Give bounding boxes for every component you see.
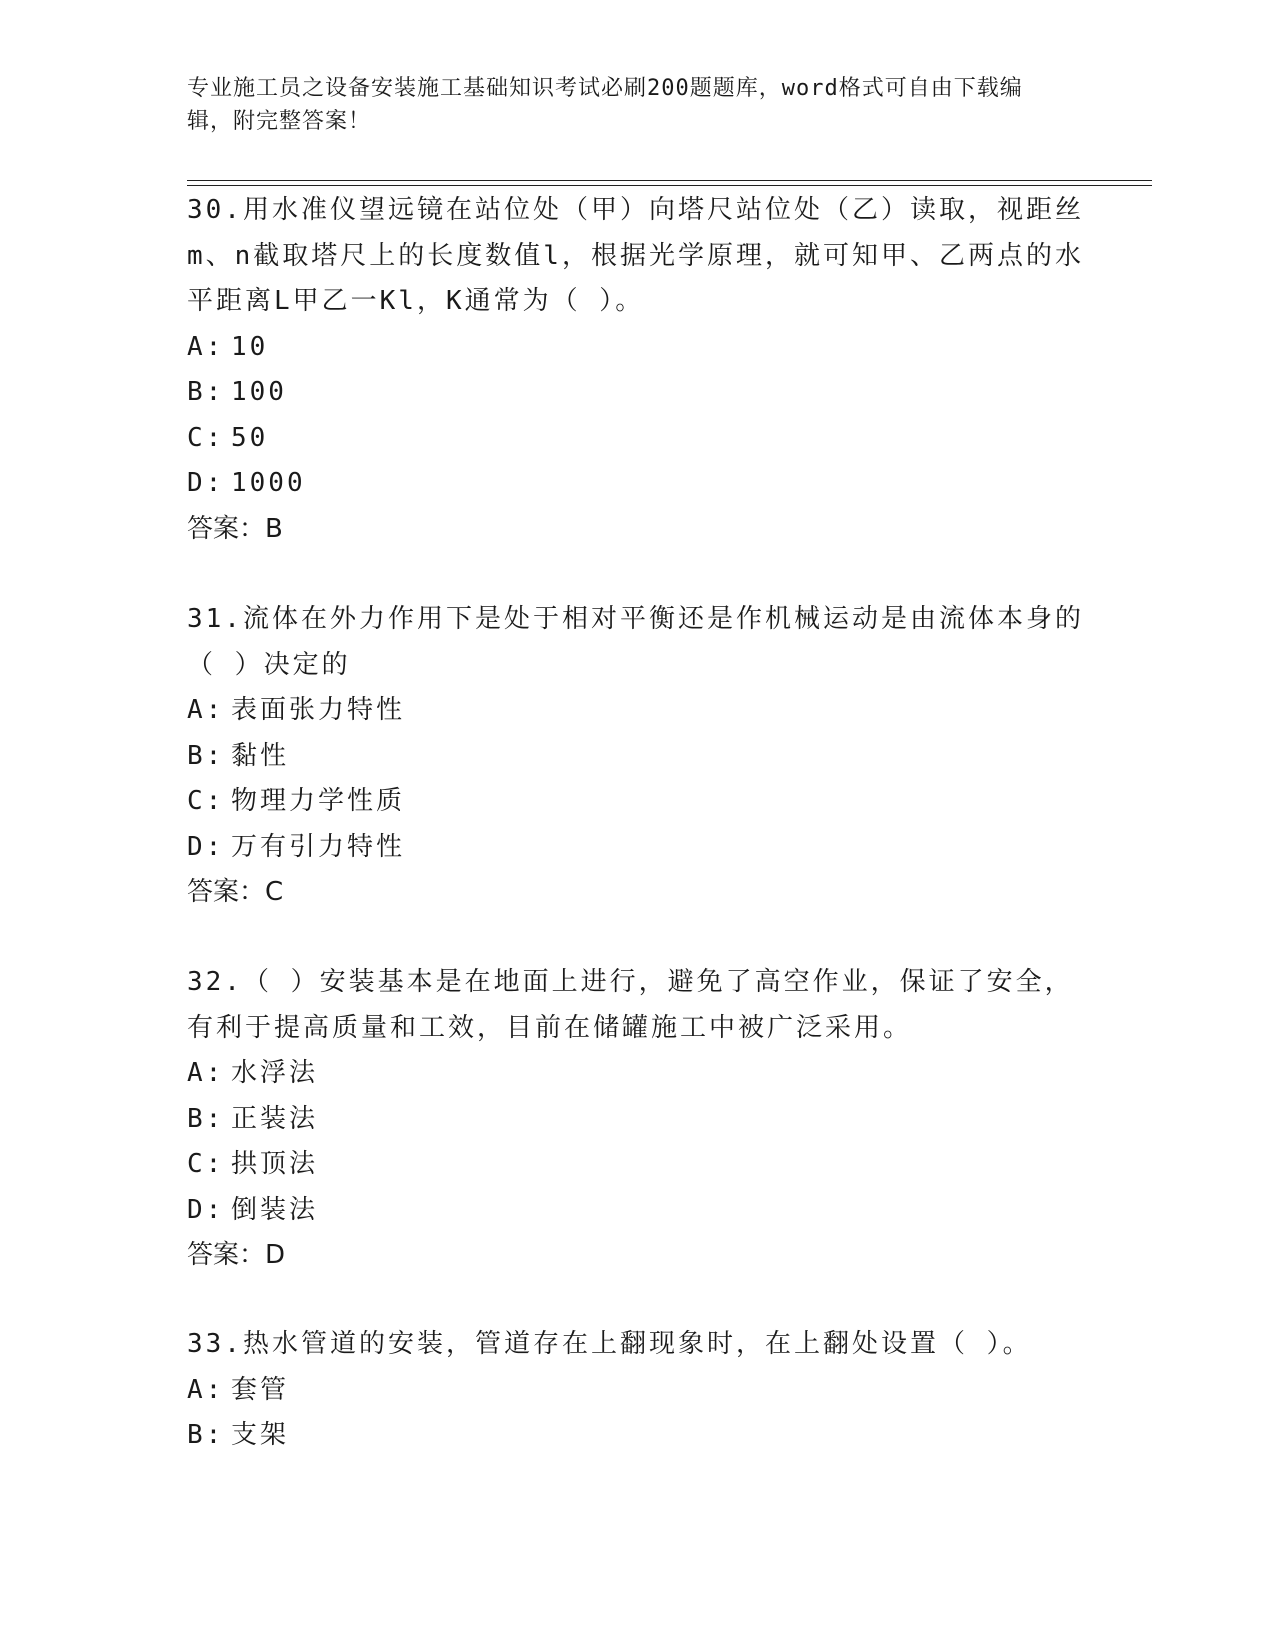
question-stem: 33.热水管道的安装，管道存在上翻现象时，在上翻处设置（ ）。: [187, 1329, 1032, 1359]
question-31: [187, 597, 1087, 916]
option-text: 倒装法: [231, 1194, 319, 1225]
option-letter: A:: [187, 1058, 225, 1088]
option-letter: B:: [187, 740, 225, 771]
header-rule-top: [187, 180, 1152, 181]
option-letter: D:: [187, 468, 225, 498]
option-letter: C:: [187, 1149, 225, 1179]
option-text: 套管: [231, 1374, 290, 1405]
option-letter: B:: [187, 1103, 225, 1134]
question-stem: 32.（ ）安装基本是在地面上进行，避免了高空作业，保证了安全，有利于提高质量和工效，目前在储罐施工中被广泛采用。: [187, 967, 1074, 1043]
option-c: [187, 416, 1087, 462]
question-32: [187, 960, 1087, 1279]
option-d: [187, 825, 1087, 871]
option-text: 表面张力特性: [231, 695, 406, 725]
answer-line: 答案：D: [187, 1240, 286, 1270]
option-b: [187, 1413, 1087, 1459]
option-b: [187, 1097, 1087, 1143]
option-a: [187, 1368, 1087, 1414]
option-text: 10: [231, 331, 269, 362]
option-text: 1000: [231, 468, 306, 498]
option-text: 支架: [231, 1420, 290, 1450]
option-text: 万有引力特性: [231, 831, 406, 862]
option-letter: D:: [187, 1194, 225, 1225]
option-d: [187, 1188, 1087, 1234]
option-letter: B:: [187, 1420, 225, 1450]
option-letter: A:: [187, 331, 225, 362]
option-letter: C:: [187, 422, 225, 453]
option-letter: B:: [187, 377, 225, 407]
option-a: [187, 688, 1087, 734]
option-d: [187, 461, 1087, 507]
option-text: 100: [231, 377, 287, 407]
header-rule-bottom: [187, 185, 1152, 186]
option-text: 正装法: [231, 1103, 319, 1134]
answer-line: 答案：C: [187, 877, 284, 907]
answer-line: 答案：B: [187, 513, 283, 544]
option-text: 物理力学性质: [231, 786, 406, 816]
option-letter: A:: [187, 1374, 225, 1405]
option-letter: D:: [187, 831, 225, 862]
question-stem: 31.流体在外力作用下是处于相对平衡还是作机械运动是由流体本身的（ ）决定的: [187, 604, 1084, 680]
option-letter: A:: [187, 695, 225, 725]
option-a: [187, 325, 1087, 371]
option-text: 50: [231, 422, 269, 453]
document-header: 专业施工员之设备安装施工基础知识考试必刷200题题库，word格式可自由下载编辑，附完整答案！: [187, 76, 1023, 134]
question-stem: 30.用水准仪望远镜在站位处（甲）向塔尺站位处（乙）读取，视距丝m、n截取塔尺上的长度数值l，根据光学原理，就可知甲、乙两点的水平距离L甲乙一Kl，K通常为（ ）。: [187, 195, 1084, 316]
option-b: [187, 370, 1087, 416]
option-text: 水浮法: [231, 1058, 319, 1088]
question-30: [187, 188, 1087, 552]
option-b: [187, 734, 1087, 780]
option-text: 拱顶法: [231, 1149, 319, 1179]
option-text: 黏性: [231, 740, 290, 771]
option-letter: C:: [187, 786, 225, 816]
option-c: [187, 1142, 1087, 1188]
option-c: [187, 779, 1087, 825]
option-a: [187, 1051, 1087, 1097]
question-33: [187, 1322, 1087, 1459]
